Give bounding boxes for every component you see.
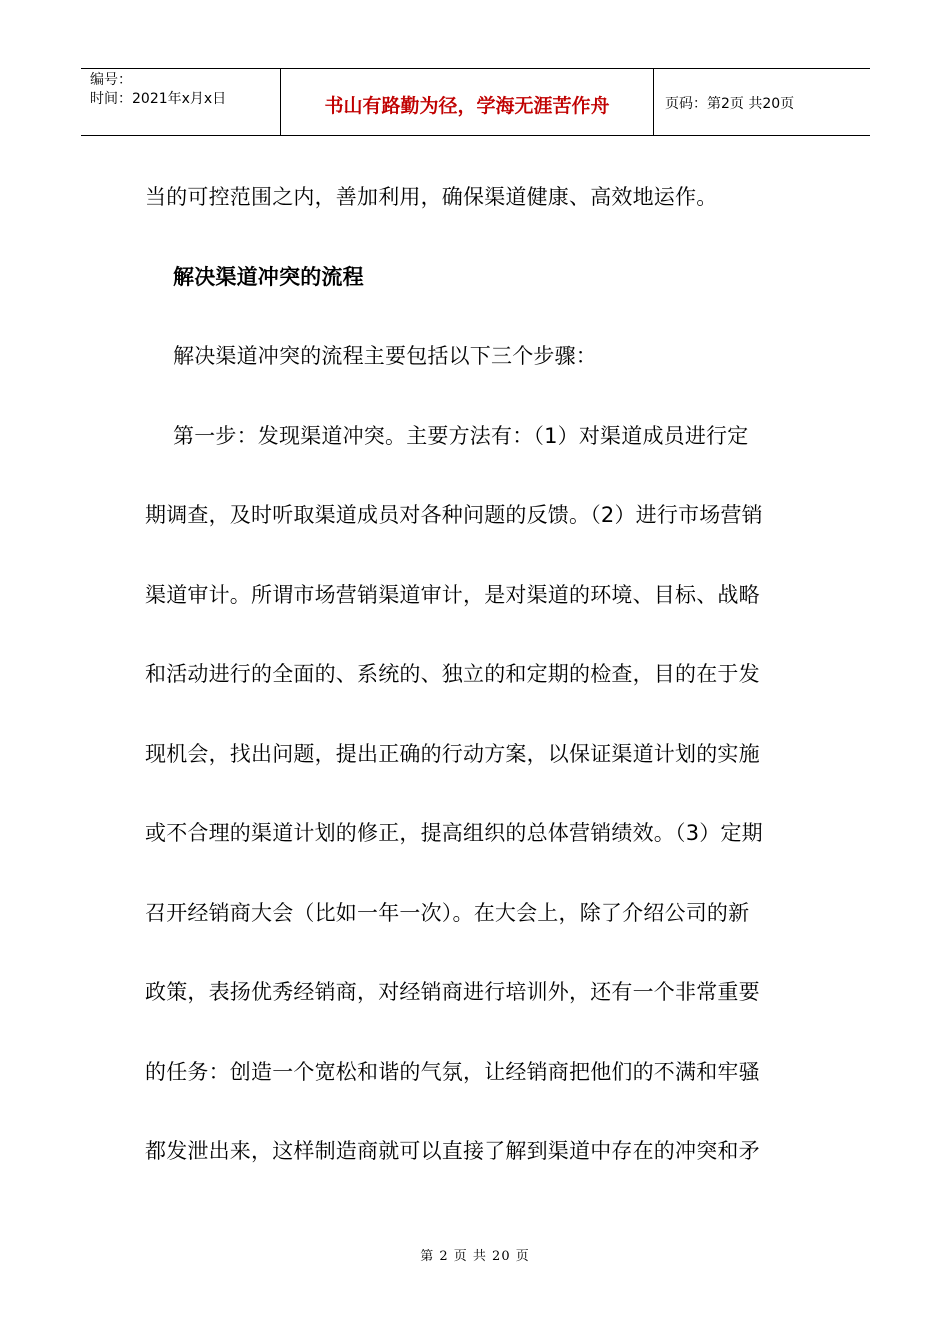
paragraph-line: 当的可控范围之内，善加利用，确保渠道健康、高效地运作。: [145, 185, 718, 209]
page-footer: 第 2 页 共 20 页: [420, 1249, 530, 1264]
paragraph-line: 的任务：创造一个宽松和谐的气氛，让经销商把他们的不满和牢骚: [145, 1059, 760, 1084]
paragraph-line: 或不合理的渠道计划的修正，提高组织的总体营销绩效。（3）定期: [145, 821, 763, 845]
paragraph-line: 现机会，找出问题，提出正确的行动方案，以保证渠道计划的实施: [145, 741, 760, 766]
number-label: 编号：: [90, 72, 132, 88]
paragraph-line: 解决渠道冲突的流程主要包括以下三个步骤：: [173, 344, 597, 368]
document-body: [145, 158, 825, 1192]
time-label: 时间：2021年x月x日: [90, 91, 227, 107]
document-header: [81, 68, 870, 136]
paragraph-line: 召开经销商大会（比如一年一次）。在大会上，除了介绍公司的新: [145, 900, 750, 925]
paragraph-line: 都发泄出来，这样制造商就可以直接了解到渠道中存在的冲突和矛: [145, 1139, 760, 1163]
header-meta: [81, 69, 281, 135]
header-motto: 书山有路勤为径，学海无涯苦作舟: [281, 69, 654, 135]
paragraph-line: 渠道审计。所谓市场营销渠道审计，是对渠道的环境、目标、战略: [145, 582, 760, 607]
paragraph-line: 和活动进行的全面的、系统的、独立的和定期的检查，目的在于发: [145, 662, 760, 686]
paragraph-line: 期调查，及时听取渠道成员对各种问题的反馈。（2）进行市场营销: [145, 503, 763, 527]
header-page-label: 页码：第2页 共20页: [665, 96, 795, 112]
paragraph-line: 第一步：发现渠道冲突。主要方法有：（1）对渠道成员进行定: [173, 423, 749, 448]
paragraph-line: 政策，表扬优秀经销商，对经销商进行培训外，还有一个非常重要: [145, 980, 760, 1004]
section-heading: 解决渠道冲突的流程: [173, 264, 364, 289]
